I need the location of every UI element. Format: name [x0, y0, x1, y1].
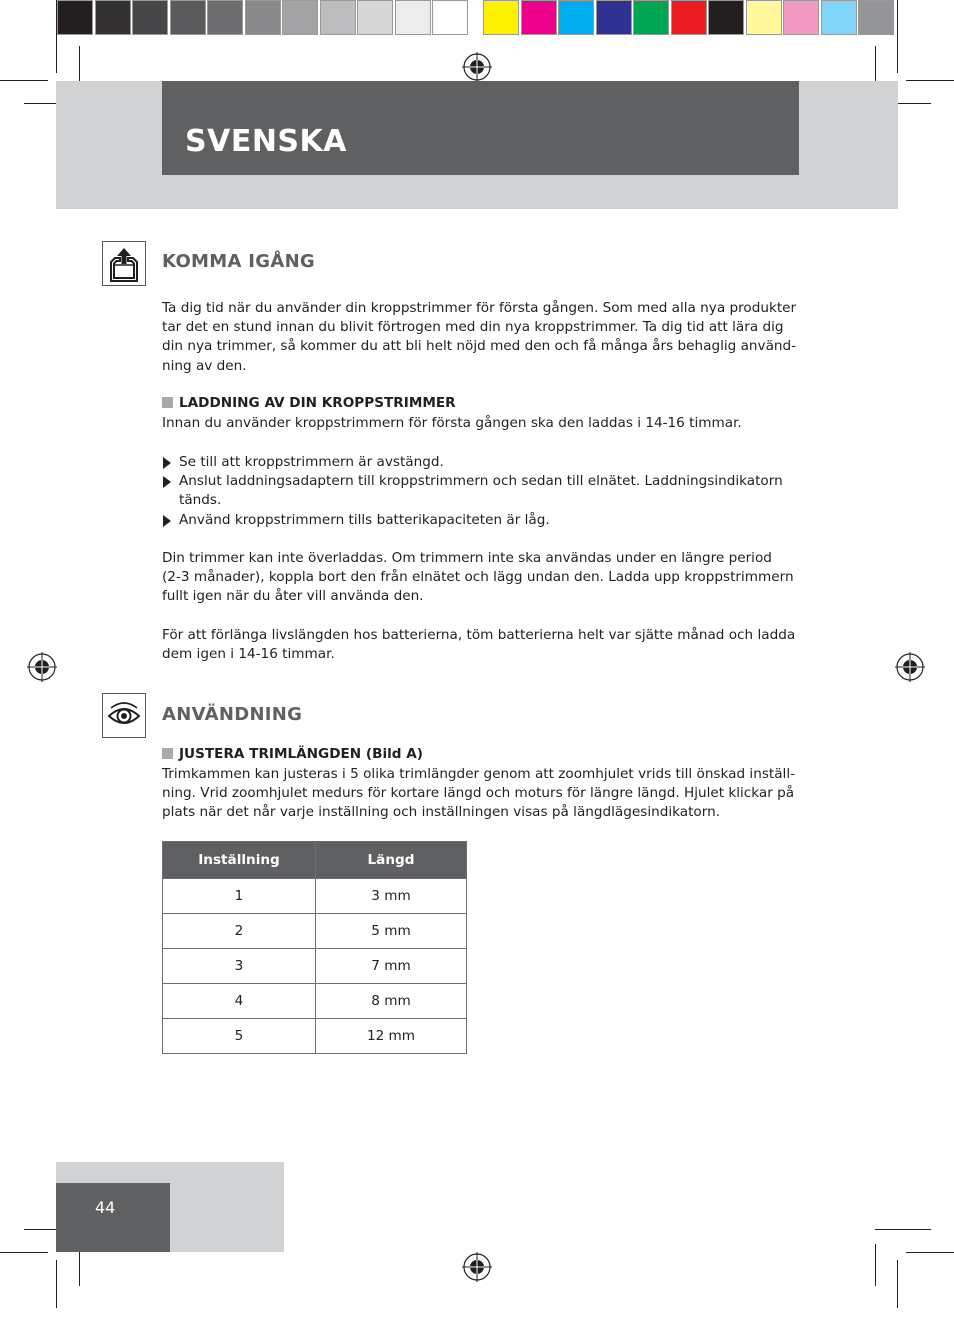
gray-color-bar	[57, 0, 470, 38]
list-item-text: Använd kroppstrimmern tills batterikapaciteten är låg.	[179, 511, 550, 528]
color-swatch	[170, 0, 206, 35]
crop-mark	[875, 1229, 931, 1230]
color-swatch	[132, 0, 168, 35]
color-swatch	[708, 0, 744, 35]
crop-mark	[0, 80, 48, 81]
text-line: dem igen i 14-16 timmar.	[162, 646, 335, 663]
package-unpack-icon	[103, 242, 145, 285]
crop-mark	[906, 80, 954, 81]
color-swatch	[783, 0, 819, 35]
text-line: ning. Vrid zoomhjulet medurs för kortare längd och moturs för längre längd. Hjulet klickar på	[162, 785, 795, 802]
table-cell: 12 mm	[316, 1019, 467, 1054]
list-item-text: Se till att kroppstrimmern är avstängd.	[179, 454, 444, 470]
text-line: Ta dig tid när du använder din kroppstrimmer för första gången. Som med alla nya produkter	[162, 300, 797, 316]
eye-icon	[103, 694, 145, 737]
table-cell: 2	[163, 914, 316, 949]
table-row	[163, 914, 467, 949]
color-swatch	[95, 0, 131, 35]
square-bullet-icon	[162, 748, 173, 759]
trim-length-table	[162, 841, 467, 1054]
registration-mark-icon	[462, 1252, 492, 1282]
crop-mark	[875, 1244, 876, 1286]
table-row	[163, 984, 467, 1019]
crop-mark	[897, 1260, 898, 1308]
section-icon-box	[102, 693, 146, 738]
table-cell: 5	[163, 1019, 316, 1054]
color-swatch	[746, 0, 782, 35]
page-title: SVENSKA	[185, 124, 347, 159]
color-swatch	[395, 0, 431, 35]
text-line: Innan du använder kroppstrimmern för första gången ska den laddas i 14-16 timmar.	[162, 415, 742, 431]
crop-mark	[906, 1252, 954, 1253]
text-line: (2-3 månader), koppla bort den från elnätet och lägg undan den. Ladda upp kroppstrimmern	[162, 569, 794, 586]
intro-paragraph	[162, 299, 802, 376]
table-cell: 3	[163, 949, 316, 984]
text-line: plats när det når varje inställning och inställningen visas på längdlägesindikatorn.	[162, 804, 721, 821]
color-swatch	[282, 0, 318, 35]
section-icon-box	[102, 241, 146, 286]
text-line: din nya trimmer, så kommer du att bli helt nöjd med den och få många års behaglig använd-	[162, 338, 797, 355]
text-line: tar det en stund innan du blivit förtrogen med din nya kroppstrimmer. Ta dig tid att lära dig	[162, 319, 784, 336]
table-header-row	[163, 842, 467, 879]
list-item	[162, 511, 802, 530]
column-header: Inställning	[163, 842, 316, 879]
triangle-bullet-icon	[163, 457, 171, 469]
table-row	[163, 949, 467, 984]
column-header: Längd	[316, 842, 467, 879]
triangle-bullet-icon	[163, 515, 171, 527]
color-swatch	[821, 0, 857, 35]
table-cell: 4	[163, 984, 316, 1019]
table-cell: 1	[163, 879, 316, 914]
subheading	[162, 394, 456, 413]
subheading	[162, 745, 423, 764]
color-swatch	[858, 0, 894, 35]
color-swatch	[633, 0, 669, 35]
crop-mark	[0, 1252, 48, 1253]
subheading-text: JUSTERA TRIMLÄNGDEN (Bild A)	[179, 746, 423, 762]
overcharge-paragraph	[162, 549, 802, 607]
text-line: ning av den.	[162, 357, 247, 374]
battery-paragraph	[162, 626, 802, 664]
list-item-text: Anslut laddningsadaptern till kroppstrimmern och sedan till elnätet. Laddningsindikatorn tänds.	[179, 473, 783, 509]
text-line: Din trimmer kan inte överladdas. Om trimmern inte ska användas under en längre period	[162, 550, 772, 566]
footer-box	[56, 1183, 170, 1252]
table-cell: 8 mm	[316, 984, 467, 1019]
list-item	[162, 453, 802, 472]
crop-mark	[56, 0, 57, 73]
color-swatch	[57, 0, 93, 35]
table-cell: 5 mm	[316, 914, 467, 949]
text-line: Trimkammen kan justeras i 5 olika trimlängder genom att zoomhjulet vrids till önskad inställ-	[162, 766, 796, 782]
charge-intro	[162, 414, 802, 433]
color-swatch	[357, 0, 393, 35]
color-swatch	[671, 0, 707, 35]
color-swatch	[245, 0, 281, 35]
color-swatch	[521, 0, 557, 35]
registration-mark-icon	[27, 652, 57, 682]
color-swatch	[207, 0, 243, 35]
text-line: fullt igen när du åter vill använda den.	[162, 588, 424, 605]
subheading-text: LADDNING AV DIN KROPPSTRIMMER	[179, 395, 456, 411]
color-swatch	[558, 0, 594, 35]
list-item	[162, 472, 802, 510]
color-swatch	[596, 0, 632, 35]
crop-mark	[56, 1260, 57, 1308]
table-row	[163, 879, 467, 914]
registration-mark-icon	[462, 52, 492, 82]
crop-mark	[897, 0, 898, 73]
registration-mark-icon	[895, 652, 925, 682]
color-swatch	[483, 0, 519, 35]
text-line: För att förlänga livslängden hos batterierna, töm batterierna helt var sjätte månad och ladda	[162, 627, 796, 643]
process-color-bar	[483, 0, 896, 38]
triangle-bullet-icon	[163, 476, 171, 488]
color-swatch	[432, 0, 468, 35]
table-cell: 3 mm	[316, 879, 467, 914]
instruction-list	[162, 453, 802, 530]
page-number: 44	[95, 1198, 116, 1217]
trim-paragraph	[162, 765, 802, 823]
section-title: ANVÄNDNING	[162, 704, 303, 725]
section-title: KOMMA IGÅNG	[162, 251, 316, 272]
square-bullet-icon	[162, 397, 173, 408]
table-cell: 7 mm	[316, 949, 467, 984]
color-swatch	[320, 0, 356, 35]
table-row	[163, 1019, 467, 1054]
